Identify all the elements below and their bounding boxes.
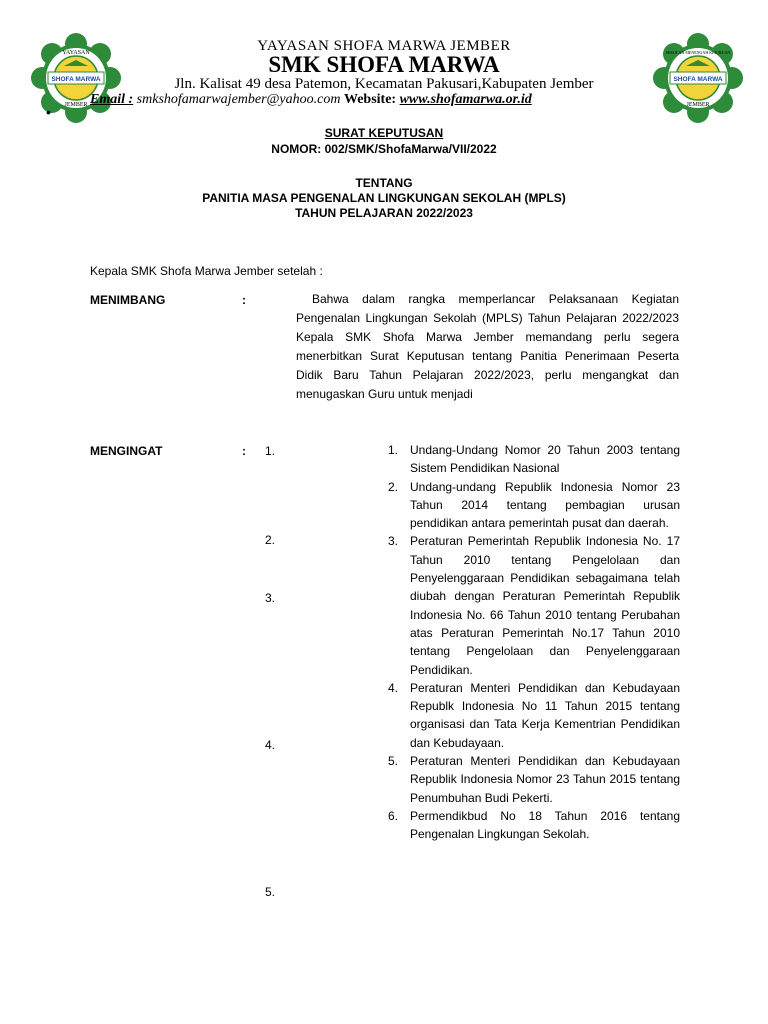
legal-basis-list (384, 441, 680, 844)
mengingat-label: MENGINGAT (90, 444, 163, 458)
menimbang-text (296, 290, 679, 404)
left-number: 2. (265, 533, 276, 547)
item-text: Peraturan Menteri Pendidikan dan Kebudayaan Republk Indonesia No 11 Tahun 2015 tentang organisasi dan Tata Kerja Kementrian Pendidikan dan Kebudayaan. (410, 680, 680, 750)
foundation-name: YAYASAN SHOFA MARWA JEMBER (257, 38, 511, 54)
item-text: Undang-undang Republik Indonesia Nomor 23 Tahun 2014 tentang pembagian urusan pendidikan antara pemerintah pusat dan daerah. (410, 479, 680, 531)
item-number: 5. (388, 754, 399, 769)
logo-middle-text: SHOFA MARWA (51, 76, 101, 83)
decree-title: SURAT KEPUTUSAN (324, 126, 444, 140)
item-number: 6. (388, 808, 399, 823)
logo-top-text: YAYASAN (62, 50, 90, 56)
school-address: Jln. Kalisat 49 desa Patemon, Kecamatan Pakusari,Kabupaten Jember (174, 76, 594, 92)
list-item (384, 807, 680, 844)
bullet-mark: • (46, 104, 51, 120)
item-text: Permendikbud No 18 Tahun 2016 tentang Pengenalan Lingkungan Sekolah. (410, 808, 680, 842)
decree-subject: PANITIA MASA PENGENALAN LINGKUNGAN SEKOLAH (MPLS) (202, 191, 566, 205)
logo-bottom-text: JEMBER (64, 102, 88, 108)
item-text: Undang-Undang Nomor 20 Tahun 2003 tentang Sistem Pendidikan Nasional (410, 443, 680, 476)
school-name: SMK SHOFA MARWA (268, 52, 500, 77)
list-item (384, 532, 680, 678)
list-item (384, 478, 680, 533)
menimbang-label: MENIMBANG (90, 293, 166, 307)
left-number: 5. (265, 885, 276, 899)
item-number: 4. (388, 680, 399, 695)
logo-bottom-text: JEMBER (686, 102, 710, 108)
list-item (384, 679, 680, 752)
email-label: Email : (90, 92, 134, 107)
website-link[interactable]: www.shofamarwa.or.id (399, 92, 532, 107)
decree-about: TENTANG (355, 176, 413, 190)
item-number: 2. (388, 479, 399, 494)
item-number: 1. (388, 443, 399, 457)
menimbang-paragraph: Bahwa dalam rangka memperlancar Pelaksanaan Kegiatan Pengenalan Lingkungan Sekolah (MPLS) Tahun Pelajaran 2022/2023 Kepala SMK Shofa Marwa Jember memandang perlu segera menerbitkan Surat Keputusan tentang Panitia Penerimaan Peserta Didik Baru Tahun Pelajaran 2022/2023, perlu mengangkat dan menugaskan Guru untuk menjadi (296, 292, 679, 401)
item-text: Peraturan Menteri Pendidikan dan Kebudayaan Republik Indonesia Nomor 23 Tahun 2015 tentang Penumbuhan Budi Pekerti. (410, 754, 680, 805)
item-number: 3. (388, 534, 399, 549)
left-number: 4. (265, 738, 276, 752)
item-text: Peraturan Pemerintah Republik Indonesia No. 17 Tahun 2010 tentang Pengelolaan dan Penyelenggaraan Pendidikan sebagaimana telah diubah dengan Peraturan Pemerintah Republik Indonesia No. 66 Tahun 2010 tentang Perubahan atas Peraturan Pemerintah No.17 Tahun 2010 tentang Pengelolaan dan Penyelenggaraan Pendidikan. (410, 534, 680, 677)
logo-top-text: SEKOLAH MENENGAH KEJURUAN (665, 50, 731, 55)
menimbang-colon: : (242, 293, 246, 307)
mengingat-colon: : (242, 444, 246, 458)
left-number: 3. (265, 591, 276, 605)
decree-number: NOMOR: 002/SMK/ShofaMarwa/VII/2022 (271, 142, 497, 156)
website-label: Website: (343, 92, 397, 107)
opening-line: Kepala SMK Shofa Marwa Jember setelah : (90, 264, 323, 278)
left-number: 1. (265, 444, 276, 458)
decree-year: TAHUN PELAJARAN 2022/2023 (295, 206, 473, 220)
logo-middle-text: SHOFA MARWA (673, 76, 723, 83)
list-item (384, 752, 680, 807)
contact-line (90, 92, 532, 108)
email-address[interactable]: smkshofamarwajember@yahoo.com (136, 92, 341, 107)
list-item (384, 441, 680, 478)
